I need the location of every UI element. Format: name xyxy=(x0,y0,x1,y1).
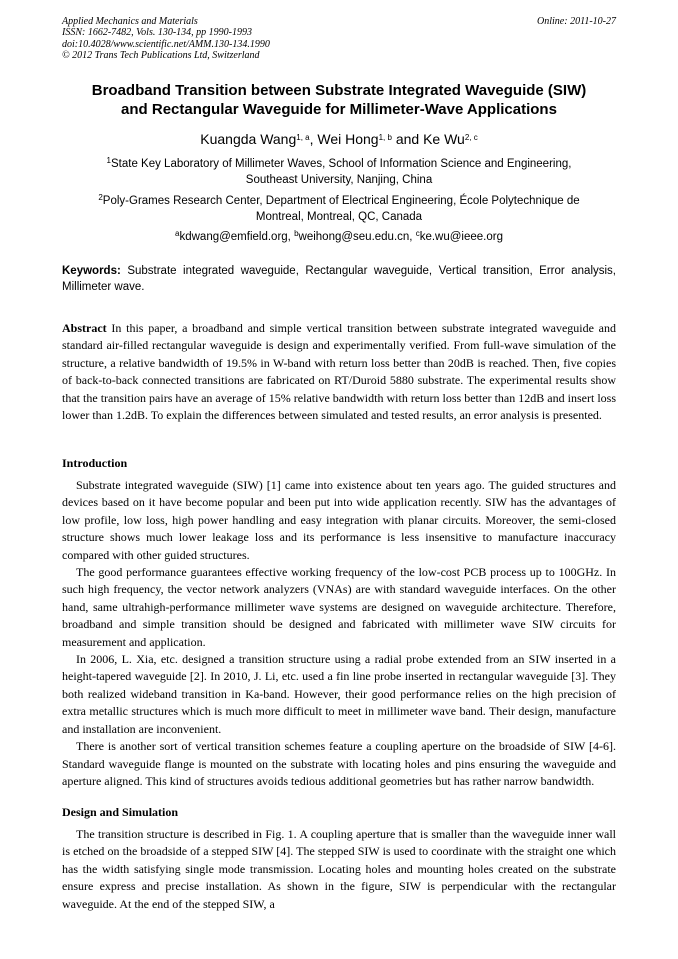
email-mark: c xyxy=(415,229,420,238)
email-entry xyxy=(175,231,294,243)
introduction-body xyxy=(62,477,616,790)
affiliation-line: Poly-Grames Research Center, Department of Electrical Engineering, École Polytechnique de xyxy=(102,195,580,207)
author xyxy=(200,131,317,147)
author-affiliation-mark: 1, b xyxy=(378,133,392,142)
paragraph: In 2006, L. Xia, etc. designed a transition structure using a radial probe extended from an SIW inserted in a height-tapered waveguide [2]. In 2010, J. Li, etc. used a fin line probe inserted in rectangular waveguide [3]. They both realized wideband transition in Ka-band. However, their good performance relies on the high precision of extra metallic structures which is much more difficult to meet in millimeter wave band. Their design, manufacture and installation are inconvenient. xyxy=(62,652,616,736)
journal-header xyxy=(62,16,616,62)
affiliation-line: Southeast University, Nanjing, China xyxy=(245,174,433,186)
affiliation-number: 2 xyxy=(98,193,103,202)
email-address: weihong@seu.edu.cn xyxy=(298,231,410,243)
paragraph: The transition structure is described in Fig. 1. A coupling aperture that is smaller than the waveguide inner wall is etched on the broadside of a stepped SIW [4]. The stepped SIW is used to coordinate with the straight one which has the width satisfying single mode transmission. Locating holes and mounting holes created on the substrate ensure express and precise installation. As shown in the figure, SIW is perpendicular with the rectangular waveguide. At the end of the stepped SIW, a xyxy=(62,827,616,911)
author-list xyxy=(40,130,638,148)
abstract xyxy=(62,320,616,424)
journal-copyright: © 2012 Trans Tech Publications Ltd, Switzerland xyxy=(62,50,260,62)
affiliation-2 xyxy=(62,193,616,225)
email-address: ke.wu@ieee.org xyxy=(419,231,503,243)
email-separator: , xyxy=(409,231,416,243)
email-address: kdwang@emfield.org xyxy=(179,231,288,243)
author-name: Ke Wu xyxy=(423,131,465,147)
paper-title-line-1: Broadband Transition between Substrate Integrated Waveguide (SIW) xyxy=(91,82,587,99)
email-mark: a xyxy=(175,229,180,238)
author-name: Kuangda Wang xyxy=(200,131,297,147)
paragraph: Substrate integrated waveguide (SIW) [1] came into existence about ten years ago. The guided structures and devices based on it have become popular and been put into wide application recently. SIW has the advantages of low profile, low loss, high power handling and easy integration with planar circuits. Moreover, the semi-closed structure shows much lower leakage loss and its performance is less insensitive to manufacture inaccuracy compared with other guided structures. xyxy=(62,478,616,562)
email-entry xyxy=(416,231,503,243)
author-name: Wei Hong xyxy=(317,131,379,147)
journal-issn: ISSN: 1662-7482, Vols. 130-134, pp 1990-1993 xyxy=(62,27,252,39)
keywords xyxy=(62,264,616,295)
abstract-text: In this paper, a broadband and simple vertical transition between substrate integrated waveguide and standard air-filled rectangular waveguide is design and experimentally verified. From full-wave simulation of the structure, a relative bandwidth of 19.5% in W-band with return loss better than 20dB is reached. Then, five copies of back-to-back connected transitions are fabricated on RT/Duroid 5880 substrate. The experimental results show that the transition pairs have an average of 15% relative bandwidth with return loss better than 12dB and insert loss lower than 1.2dB. To explain the differences between simulated and tested results, an error analysis is presented. xyxy=(62,321,617,423)
keywords-text: Substrate integrated waveguide, Rectangular waveguide, Vertical transition, Error analysis, Millimeter wave. xyxy=(62,265,616,293)
email-mark: b xyxy=(294,229,299,238)
keywords-label: Keywords: xyxy=(62,265,121,277)
affiliation-1 xyxy=(62,156,616,188)
email-entry xyxy=(294,231,416,243)
email-separator: , xyxy=(287,231,295,243)
paper-title-line-2: and Rectangular Waveguide for Millimeter-Wave Applications xyxy=(121,101,557,118)
section-heading-design: Design and Simulation xyxy=(62,805,179,819)
paragraph: The good performance guarantees effective working frequency of the low-cost PCB process up to 100GHz. In such high frequency, the vector network analyzers (VNAs) are with standard waveguide interfaces. On the other hand, same ultrahigh-performance millimeter wave systems are designed on waveguide architecture. Therefore, broadband and simple transition should be designed and fabricated with millimeter wave SIW circuits for measurement and application. xyxy=(62,565,616,649)
author-affiliation-mark: 1, a xyxy=(296,133,310,142)
author xyxy=(423,131,478,147)
affiliation-line: Montreal, Montreal, QC, Canada xyxy=(255,211,423,223)
paper-title xyxy=(40,81,638,119)
paragraph: There is another sort of vertical transition schemes feature a coupling aperture on the broadside of SIW [4-6]. Standard waveguide flange is mounted on the substrate with locating holes and pins ensuring the waveguide and aperture aligned. This kind of structures avoids tedious additional geometries but has rather narrow bandwidth. xyxy=(62,739,616,788)
online-date: Online: 2011-10-27 xyxy=(537,16,616,27)
journal-doi: doi:10.4028/www.scientific.net/AMM.130-134.1990 xyxy=(62,38,270,50)
author-emails xyxy=(62,230,616,245)
section-heading-introduction: Introduction xyxy=(62,456,128,470)
design-body xyxy=(62,826,616,913)
journal-name: Applied Mechanics and Materials xyxy=(62,16,198,27)
author-separator: and xyxy=(391,131,424,147)
author-separator: , xyxy=(309,131,318,147)
author-affiliation-mark: 2, c xyxy=(464,133,478,142)
affiliation-number: 1 xyxy=(106,156,111,165)
author xyxy=(317,131,423,147)
abstract-label: Abstract xyxy=(62,321,107,335)
affiliation-line: State Key Laboratory of Millimeter Waves, School of Information Science and Engineering, xyxy=(111,158,572,170)
